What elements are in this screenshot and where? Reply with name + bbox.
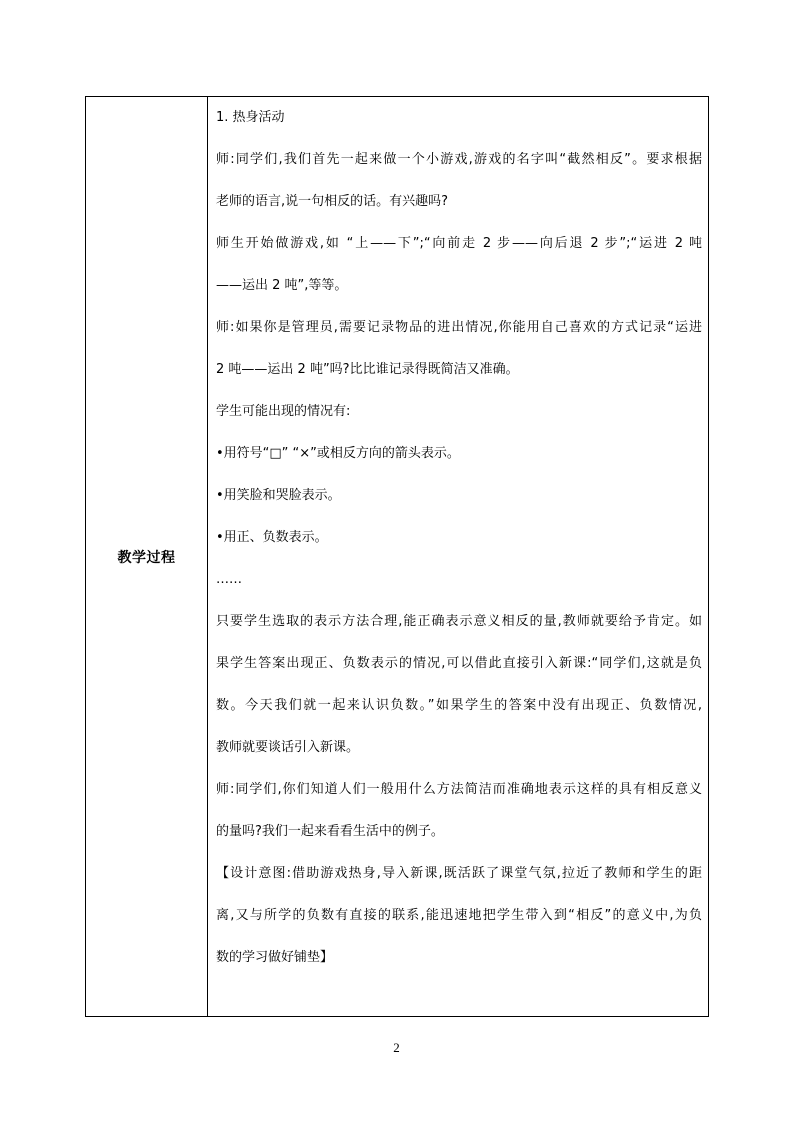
content-line: 果学生答案出现正、负数表示的情况,可以借此直接引入新课:“同学们,这就是负 [216, 656, 702, 671]
content-line: ——运出 2 吨”,等等。 [216, 278, 348, 293]
page-number: 2 [393, 1040, 400, 1055]
content-line: 【设计意图:借助游戏热身,导入新课,既活跃了课堂气氛,拉近了教师和学生的距 [216, 866, 702, 881]
content-line: 师生开始做游戏,如 “上——下”;“向前走 2 步——向后退 2 步”;“运进 2 吨 [216, 236, 702, 251]
content-line: 师:如果你是管理员,需要记录物品的进出情况,你能用自己喜欢的方式记录“运进 [216, 320, 702, 335]
content-line: 数的学习做好铺垫】 [216, 950, 334, 965]
content-line: 数。今天我们就一起来认识负数。”如果学生的答案中没有出现正、负数情况, [216, 698, 702, 713]
content-line: 教师就要谈话引入新课。 [216, 740, 360, 755]
content-line: 师:同学们,你们知道人们一般用什么方法简洁而准确地表示这样的具有相反意义 [216, 782, 702, 797]
content-line: 老师的语言,说一句相反的话。有兴趣吗? [216, 194, 449, 209]
content-line: …… [216, 572, 242, 587]
content-line: 1. 热身活动 [216, 110, 285, 125]
content-line: 2 吨——运出 2 吨”吗?比比谁记录得既简洁又准确。 [216, 362, 519, 377]
content-line: 的量吗?我们一起来看看生活中的例子。 [216, 824, 444, 839]
content-line: 只要学生选取的表示方法合理,能正确表示意义相反的量,教师就要给予肯定。如 [216, 614, 702, 629]
content-line: •用符号“□” “×”或相反方向的箭头表示。 [216, 446, 460, 461]
section-label-cell [86, 97, 208, 1016]
content-line: •用笑脸和哭脸表示。 [216, 488, 341, 503]
lesson-table [85, 96, 709, 1017]
content-line: •用正、负数表示。 [216, 530, 328, 545]
section-content-cell [208, 97, 708, 1016]
content-line: 师:同学们,我们首先一起来做一个小游戏,游戏的名字叫“截然相反”。要求根据 [216, 152, 702, 167]
content-line: 学生可能出现的情况有: [216, 404, 351, 419]
content-line: 离,又与所学的负数有直接的联系,能迅速地把学生带入到“相反”的意义中,为负 [216, 908, 702, 923]
section-label: 教学过程 [117, 549, 176, 566]
